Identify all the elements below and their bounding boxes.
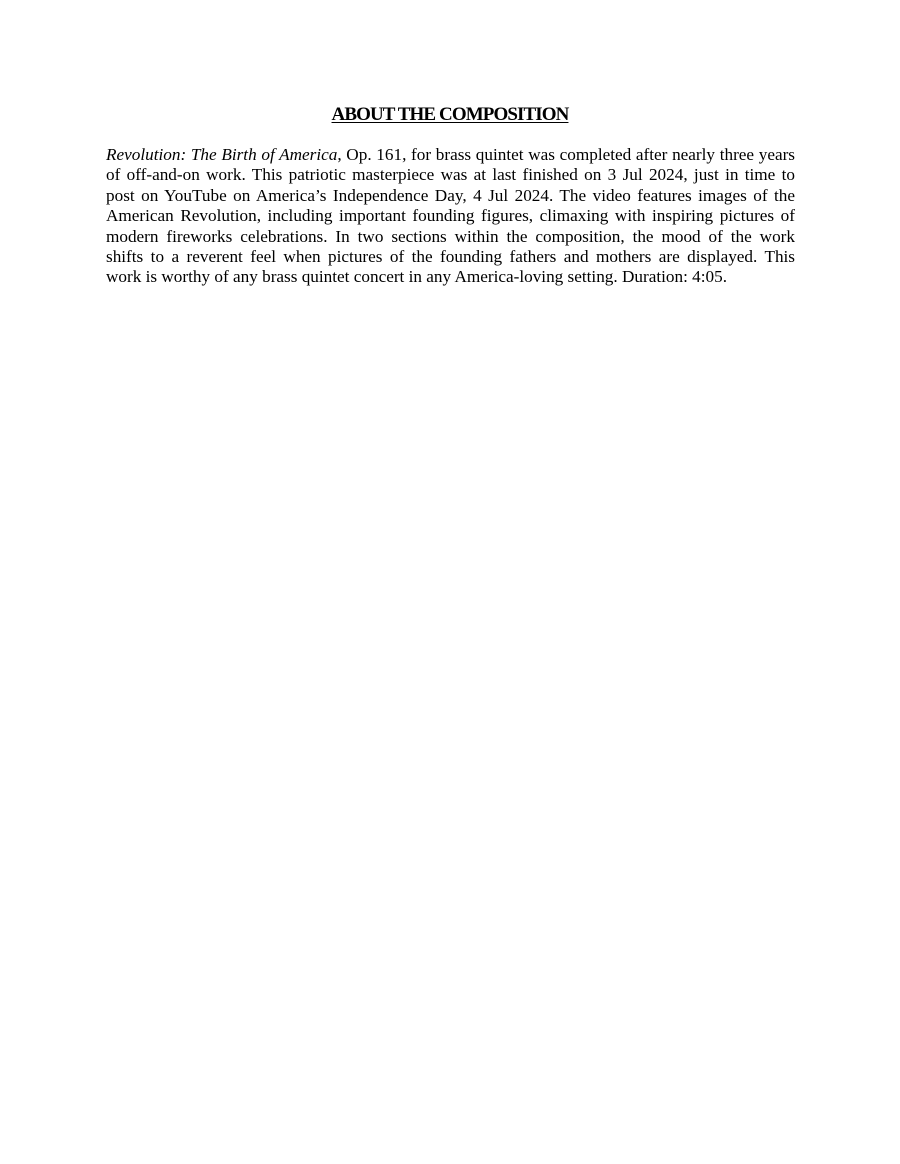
- composition-title: Revolution: The Birth of America: [106, 145, 338, 164]
- section-heading: ABOUT THE COMPOSITION: [331, 104, 569, 125]
- paragraph-line-1-rest: , Op. 161, for brass quintet was completed after nearly three years: [337, 145, 795, 164]
- paragraph-line-4: American Revolution, including important founding figures, climaxing with inspiring pictures of: [106, 206, 795, 226]
- paragraph-line-6: shifts to a reverent feel when pictures of the founding fathers and mothers are displayed. This: [106, 247, 795, 267]
- paragraph-line-3: post on YouTube on America’s Independence Day, 4 Jul 2024. The video features images of the: [106, 185, 795, 205]
- paragraph-line-2: of off-and-on work. This patriotic masterpiece was at last finished on 3 Jul 2024, just in time to: [106, 165, 795, 185]
- paragraph-line-1: [106, 145, 795, 165]
- paragraph-line-5: modern fireworks celebrations. In two sections within the composition, the mood of the work: [106, 226, 795, 246]
- paragraph-line-7: work is worthy of any brass quintet concert in any America-loving setting. Duration: 4:05.: [106, 267, 728, 287]
- composition-description: [106, 145, 795, 288]
